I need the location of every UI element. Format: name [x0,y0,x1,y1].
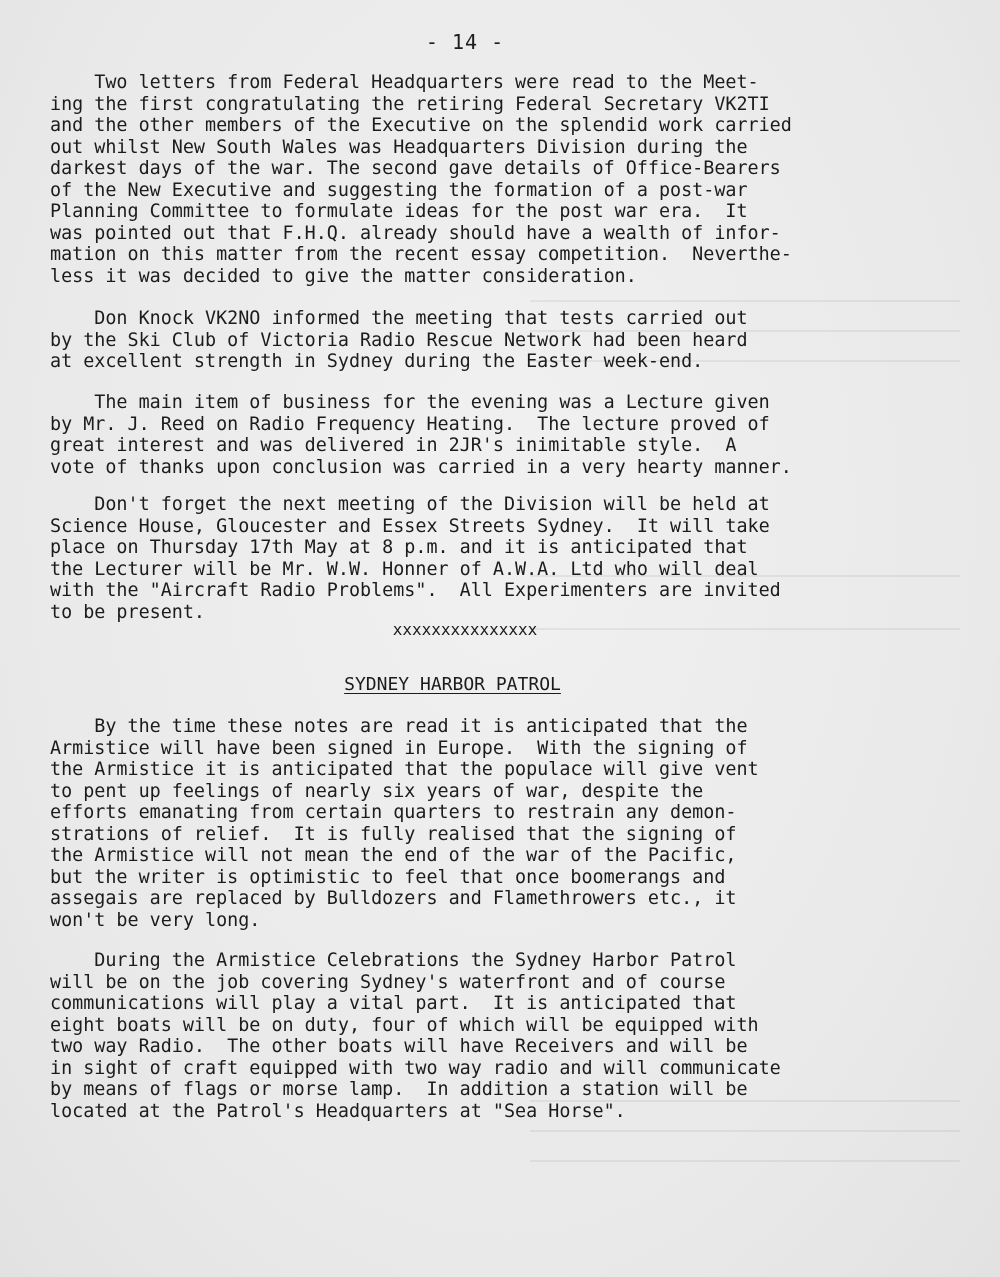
paragraph-federal-letters: Two letters from Federal Headquarters were read to the Meet- ing the first congratulating the retiring Federal Secretary VK2TI and the other members of the Executive on the splendid work carried out whilst New South Wales was Headquarters Division during the darkest days of the war. The second gave details of Office-Bearers of the New Executive and suggesting the formation of a post-war Planning Committee to formulate ideas for the post war era. It was pointed out that F.H.Q. already should have a wealth of infor- mation on this matter from the recent essay competition. Neverthe- less it was decided to give the matter consideration. [50,72,792,287]
show-through-mark [530,1130,960,1132]
paragraph-lecture: The main item of business for the evening was a Lecture given by Mr. J. Reed on Radio Frequency Heating. The lecture proved of great interest and was delivered in 2JR's inimitable style. A vote of thanks upon conclusion was carried in a very hearty manner. [50,392,792,478]
section-divider: xxxxxxxxxxxxxxx [392,620,538,639]
paragraph-armistice: By the time these notes are read it is anticipated that the Armistice will have been signed in Europe. With the signing of the Armistice it is anticipated that the populace will give vent to pent up feelings of nearly six years of war, despite the efforts emanating from certain quarters to restrain any demon- strations of relief. It is fully realised that the signing of the Armistice will not mean the end of the war of the Pacific, but the writer is optimistic to feel that once boomerangs and assegais are replaced by Bulldozers and Flamethrowers etc., it won't be very long. [50,716,759,931]
show-through-mark [530,1160,960,1162]
section-heading: SYDNEY HARBOR PATROL [344,674,561,695]
paragraph-harbor-patrol: During the Armistice Celebrations the Sydney Harbor Patrol will be on the job covering Sydney's waterfront and of course communications will play a vital part. It is anticipated that eight boats will be on duty, four of which will be equipped with two way Radio. The other boats will have Receivers and will be in sight of craft equipped with two way radio and will communicate by means of flags or morse lamp. In addition a station will be located at the Patrol's Headquarters at "Sea Horse". [50,950,781,1122]
paragraph-ski-club-tests: Don Knock VK2NO informed the meeting that tests carried out by the Ski Club of Victoria Radio Rescue Network had been heard at excellent strength in Sydney during the Easter week-end. [50,308,748,372]
show-through-mark [530,300,960,302]
page-number: - 14 - [425,30,505,54]
paragraph-next-meeting: Don't forget the next meeting of the Division will be held at Science House, Gloucester and Essex Streets Sydney. It will take place on Thursday 17th May at 8 p.m. and it is anticipated that the Lecturer will be Mr. W.W. Honner of A.W.A. Ltd who will deal with the "Aircraft Radio Problems". All Experimenters are invited to be present. [50,494,781,623]
